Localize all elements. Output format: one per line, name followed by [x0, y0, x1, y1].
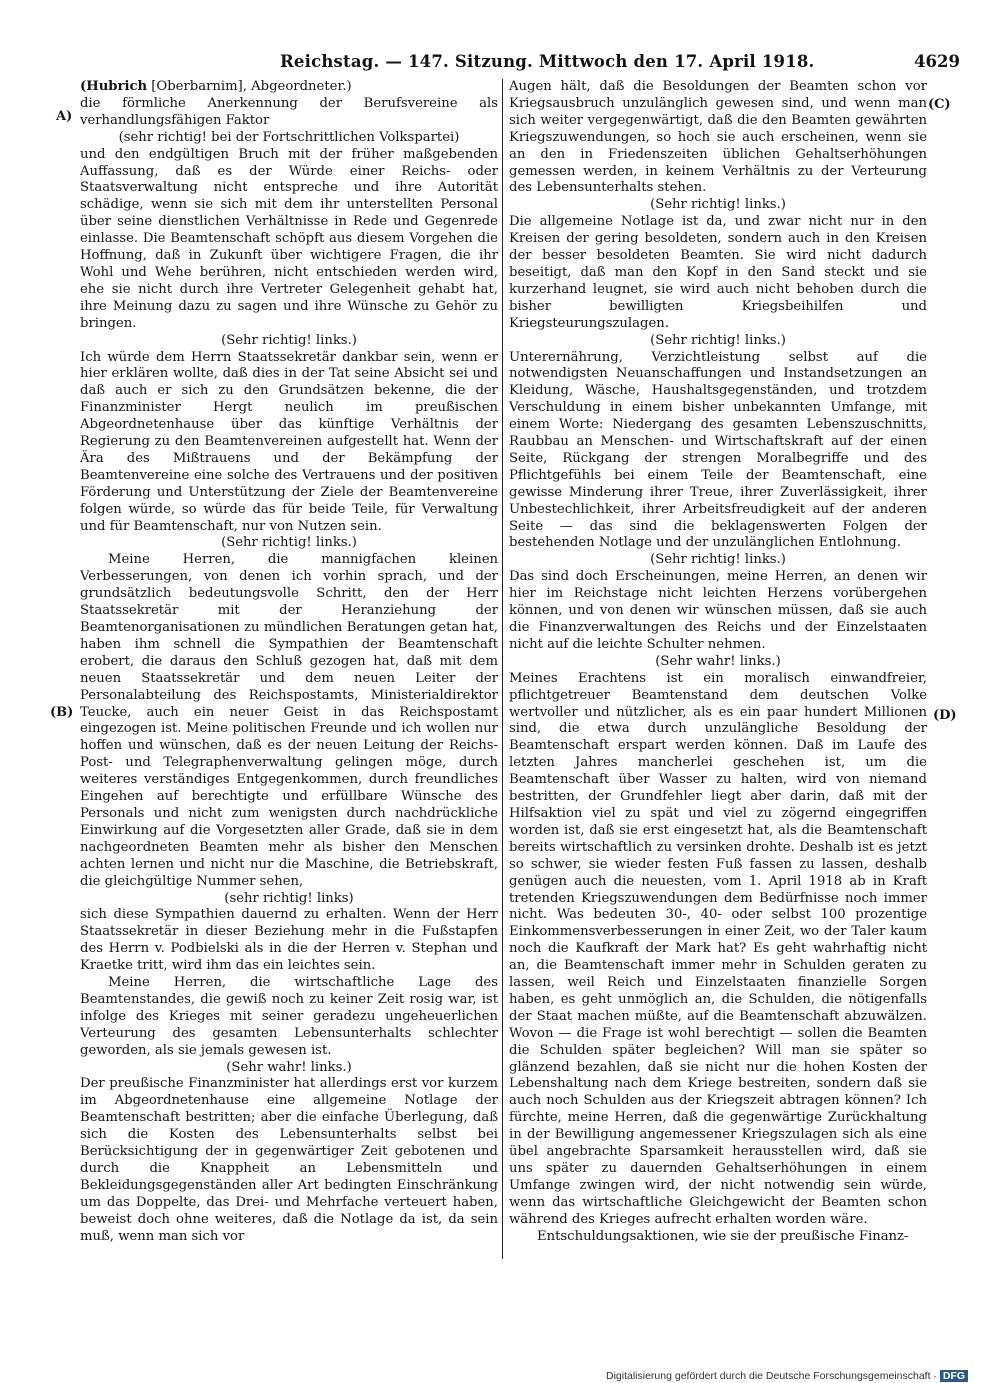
interjection: (Sehr wahr! links.): [655, 653, 781, 669]
paragraph: Unterernährung, Verzichtleistung selbst auf die notwendigsten Neuanschaffungen und Instandsetzungen an Kleidung, Wäsche, Haushaltsgegenständen, und trotzdem Verschuldung in einem bisher unbekannten Umfange, mit einem Worte: Niedergang des gesamten Lebenszuschnitts, Raubbau an Menschen- und Wirtschaftskraft auf der einen Seite, Rückgang der strengen Moralbegriffe und des Pflichtgefühls bei einem Teile der Beamtenschaft, eine gewisse Minderung ihrer Treue, ihrer Zuverlässigkeit, ihrer Unbestechlichkeit, ihrer Arbeitsfreudigkeit auf der anderen Seite — das sind die beklagenswerten Folgen der bestehenden Notlage und der unzulänglichen Entlohnung.: [509, 349, 927, 551]
paragraph: Die allgemeine Notlage ist da, und zwar nicht nur in den Kreisen der gering besoldeten, sondern auch in den Kreisen der besser besoldeten Beamten. Sie wird nicht dadurch beseitigt, daß man den Kopf in den Sand steckt und sie kurzerhand leugnet, sie wird auch nicht behoben durch die bisher bewilligten Kriegsbeihilfen und Kriegsteurungszulagen.: [509, 214, 927, 331]
speaker-suffix: [Oberbarnim], Abgeordneter.): [147, 79, 352, 94]
interjection: (Sehr wahr! links.): [226, 1059, 352, 1075]
paragraph: die förmliche Anerkennung der Berufsvereine als verhandlungsfähigen Faktor: [80, 95, 498, 128]
paragraph: Das sind doch Erscheinungen, meine Herren, an denen wir hier im Reichstage nicht leichten Herzens vorübergehen können, und von denen wir wünschen müssen, daß sie auch die Finanzverwaltungen des Reichs und der Einzelstaaten nicht auf die leichte Schulter nehmen.: [509, 569, 927, 652]
paragraph: Ich würde dem Herrn Staatssekretär dankbar sein, wenn er hier erklären wollte, daß dies in der Tat seine Absicht sei und daß auch er sich zu den Grundsätzen bekenne, die der Finanzminister Hergt neulich im preußischen Abgeordnetenhause über das künftige Verhältnis der Regierung zu den Beamtenvereinen aufgestellt hat. Wenn der Ära des Mißtrauens und der Bekämpfung der Beamtenvereine eine solche des Vertrauens und der positiven Förderung und Unterstützung der Ziele der Beamtenvereine folgen würde, so würde das für beide Teile, für Verwaltung und für Beamtenschaft, nur von Nutzen sein.: [80, 349, 498, 534]
column-divider: [502, 79, 503, 1259]
margin-note-c: (C): [928, 97, 951, 112]
left-column: [80, 79, 498, 1246]
footer-text: Digitalisierung gefördert durch die Deutsche Forschungsgemeinschaft ·: [606, 1370, 937, 1382]
margin-note-b: (B): [50, 705, 74, 720]
interjection: (Sehr richtig! links.): [221, 332, 357, 348]
paragraph: Meines Erachtens ist ein moralisch einwandfreier, pflichtgetreuer Beamtenstand dem deutschen Volke wertvoller und nützlicher, als es ein paar hundert Millionen sind, die etwa durch unzulängliche Besoldung der Beamtenschaft erspart werden können. Daß im Laufe des letzten Jahres mancherlei geschehen ist, um die Beamtenschaft über Wasser zu halten, wird von niemand bestritten, der Grundfehler liegt aber darin, daß mit der Hilfsaktion viel zu spät und viel zu zögernd eingegriffen worden ist, daß sie erst eingesetzt hat, als die Beamtenschaft bereits wirtschaftlich zu versinken drohte. Deshalb ist es jetzt so schwer, sie wieder festen Fuß fassen zu lassen, deshalb genügen auch die neuesten, vom 1. April 1918 ab in Kraft tretenden Kriegszuwendungen dem Bedürfnisse noch immer nicht. Was bedeuten 30-, 40- oder selbst 100 prozentige Einkommensverbesserungen in einer Zeit, wo der Taler kaum noch die Kaufkraft der Mark hat? Es geht wahrhaftig nicht an, die Beamtenschaft immer mehr in Schulden geraten zu lassen, weil Reich und Einzelstaaten finanzielle Sorgen haben, es geht unmöglich an, die Schulden, die nötigenfalls der Staat machen müßte, auf die Beamtenschaft abzuwälzen. Wovon — die Frage ist wohl berechtigt — sollen die Beamten die Schulden später begleichen? Will man sie später so glänzend bezahlen, daß sie nicht nur die hohen Kosten der Lebenshaltung nach dem Kriege bestreiten, sondern daß sie auch noch Schulden aus der Kriegszeit abtragen können? Ich fürchte, meine Herren, daß die gegenwärtige Zurückhaltung in der Bewilligung angemessener Kriegszulagen sich als eine übel angebrachte Sparsamkeit herausstellen wird, daß sie uns später zu dauernden Gehaltserhöhungen in einem Umfange zwingen wird, der nicht notwendig sein würde, wenn das wirtschaftliche Gleichgewicht der Beamten schon während des Krieges aufrecht erhalten worden wäre.: [509, 670, 927, 1227]
right-column: [509, 79, 927, 1246]
dfg-logo: DFG: [940, 1370, 968, 1382]
paragraph: Meine Herren, die mannigfachen kleinen Verbesserungen, von denen ich vorhin sprach, und der grundsätzlich bedeutungsvolle Schritt, den der Herr Staatssekretär mit der Heranziehung der Beamtenorganisationen zu mündlichen Beratungen getan hat, haben ihm schnell die Sympathien der Beamtenschaft erobert, die daraus den Schluß gezogen hat, daß mit dem neuen Staatssekretär und dem neuen Leiter der Personalabteilung des Reichspostamts, Ministerialdirektor Teucke, auch ein neuer Geist in das Reichspostamt eingezogen ist. Meine politischen Freunde und ich wollen nur hoffen und wünschen, daß es der neuen Leitung der Reichs-Post- und Telegraphenverwaltung gelingen möge, durch weiteres verständiges Entgegenkommen, durch freundliches Eingehen auf berechtigte und erfüllbare Wünsche des Personals und nicht zum wenigsten durch nachdrückliche Einwirkung auf die Vorgesetzten aller Grade, daß sie in dem nachgeordneten Beamten mehr als bisher den Menschen achten lernen und nicht nur die Maschine, die Betriebskraft, die gleichgültige Nummer sehen,: [80, 552, 498, 889]
margin-note-a: A): [56, 109, 73, 124]
paragraph: Augen hält, daß die Besoldungen der Beamten schon vor Kriegsausbruch unzulänglich gewesen sind, und wenn man sich weiter vergegenwärtigt, daß die den Beamten gewährten Kriegszuwendungen, so hoch sie auch erscheinen, wenn sie an den in Friedenszeiten üblichen Gehaltserhöhungen gemessen werden, in keinem Verhältnis zu der Verteurung des Lebensunterhalts stehen.: [509, 79, 927, 196]
paragraph: Entschuldungsaktionen, wie sie der preußische Finanz-: [537, 1228, 909, 1244]
paragraph: und den endgültigen Bruch mit der früher maßgebenden Auffassung, daß es der Würde einer Reichs- oder Staatsverwaltung nicht entspreche und ihre Autorität schädige, wenn sie sich mit dem ihr unterstellten Personal über seine dienstlichen Verhältnisse in Rede und Gegenrede einlasse. Die Beamtenschaft schöpft aus diesem Vorgehen die Hoffnung, daß in Zukunft über wichtigere Fragen, die ihr Wohl und Wehe berühren, nicht entschieden werden wird, ehe sie nicht durch ihre Vertreter Gelegenheit gehabt hat, ihre Meinung dazu zu sagen und ihre Wünsche zu Gehör zu bringen.: [80, 146, 498, 331]
paragraph: Der preußische Finanzminister hat allerdings erst vor kurzem im Abgeordnetenhause eine allgemeine Notlage der Beamtenschaft bestritten; aber die einfache Überlegung, daß sich die Kosten des Lebensunterhalts selbst bei Berücksichtigung der in gegenwärtiger Zeit gebotenen und durch die Knappheit an Lebensmitteln und Bekleidungsgegenständen aller Art bedingten Einschränkung um das Doppelte, das Drei- und Mehrfache verteuert haben, beweist doch ohne weiteres, daß die Notlage da ist, da sein muß, wenn man sich vor: [80, 1076, 498, 1244]
digitization-footer: [606, 1370, 996, 1383]
paragraph: Meine Herren, die wirtschaftliche Lage des Beamtenstandes, die gewiß noch zu keiner Zeit rosig war, ist infolge des Krieges mit seiner geradezu ungeheuerlichen Verteurung des gesamten Lebensunterhalts schlechter geworden, als sie jemals gewesen ist.: [80, 975, 498, 1058]
interjection: (sehr richtig! bei der Fortschrittlichen Volkspartei): [118, 129, 460, 145]
margin-note-d: (D): [933, 708, 957, 723]
interjection: (Sehr richtig! links.): [221, 535, 357, 551]
speaker-line: [80, 79, 498, 96]
interjection: (Sehr richtig! links.): [650, 332, 786, 348]
speaker-name: (Hubrich: [80, 79, 148, 94]
page-header: [80, 52, 968, 78]
page-number: 4629: [914, 52, 960, 71]
interjection: (sehr richtig! links): [224, 890, 354, 906]
interjection: (Sehr richtig! links.): [650, 197, 786, 213]
paragraph: sich diese Sympathien dauernd zu erhalten. Wenn der Herr Staatssekretär in dieser Beziehung mehr in die Fußstapfen des Herrn v. Podbielski als in die der Herren v. Stephan und Kraetke tritt, wird ihm das ein leichtes sein.: [80, 907, 498, 974]
running-title: Reichstag. — 147. Sitzung. Mittwoch den 17. April 1918.: [280, 52, 815, 71]
interjection: (Sehr richtig! links.): [650, 552, 786, 568]
